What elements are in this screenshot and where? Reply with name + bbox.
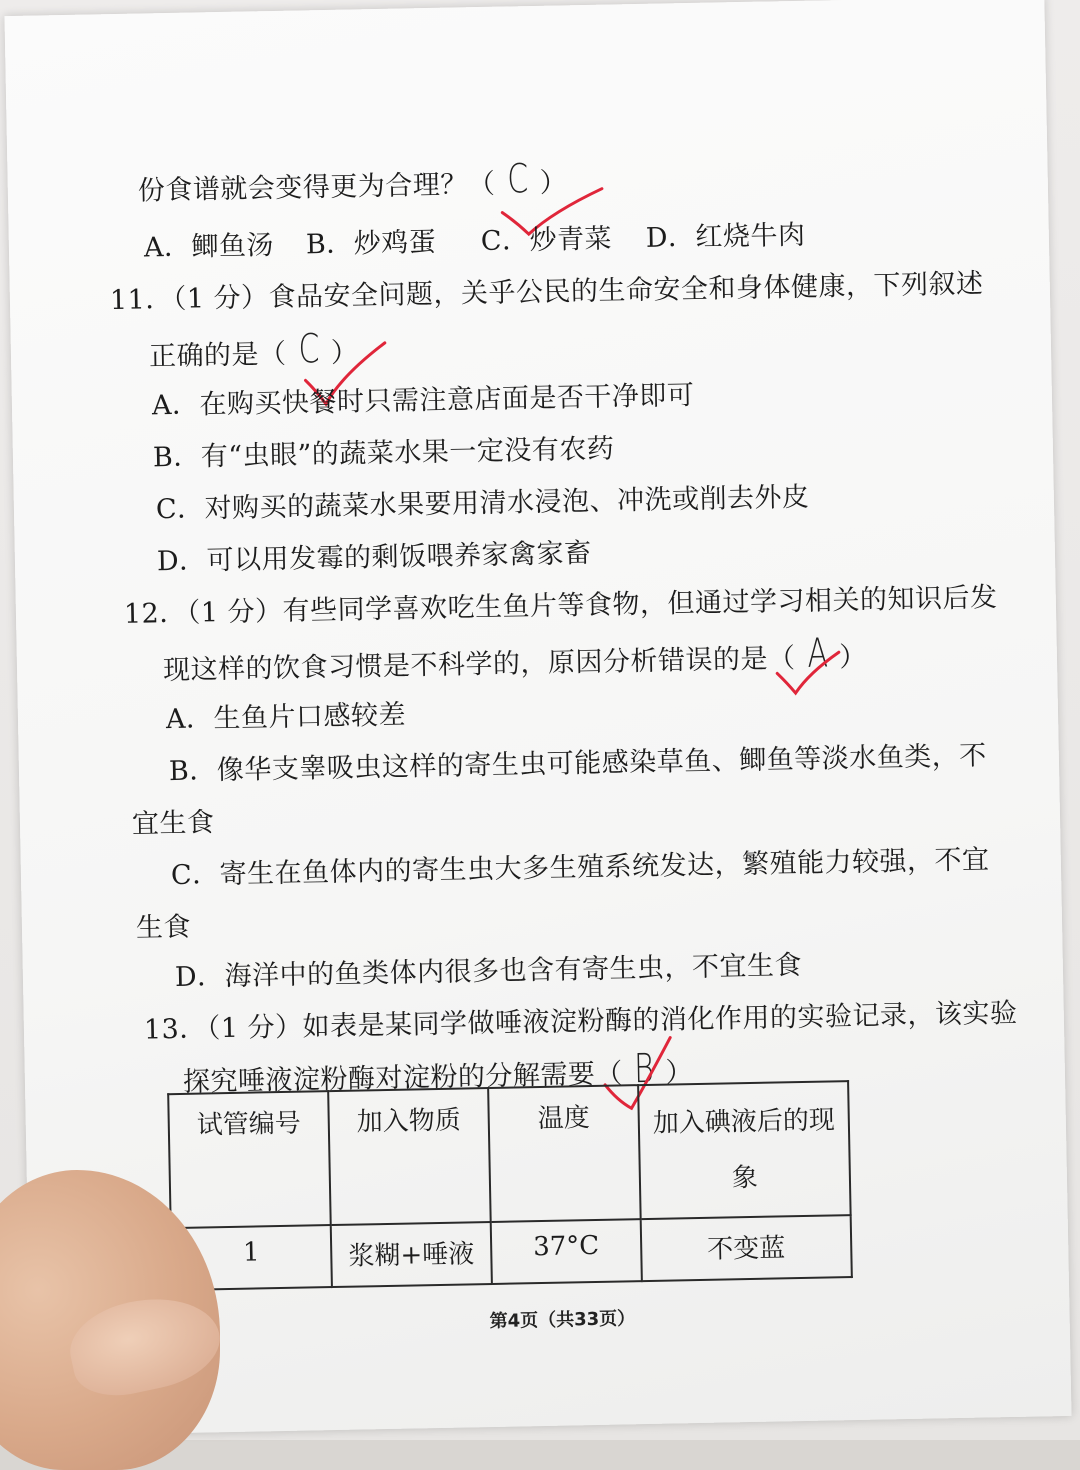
table-row	[171, 1215, 852, 1290]
q11-option-d: D．可以用发霉的剩饭喂养家禽家畜	[156, 537, 592, 578]
table-header-cell: 加入物质	[328, 1088, 491, 1225]
q12-answer: A	[806, 630, 829, 677]
q12-stem-line1: 12．（1 分）有些同学喜欢吃生鱼片等食物，但通过学习相关的知识后发	[123, 582, 998, 630]
table-cell: 浆糊+唾液	[331, 1222, 492, 1287]
q11-option-a: A．在购买快餐时只需注意店面是否干净即可	[151, 379, 695, 422]
table-cell: 37°C	[491, 1219, 642, 1284]
table-header-cell: 试管编号	[168, 1091, 331, 1228]
q10-answer: C	[506, 156, 529, 203]
q13-stem-line1: 13．（1 分）如表是某同学做唾液淀粉酶的消化作用的实验记录，该实验	[143, 997, 1018, 1046]
q10-stem: 份食谱就会变得更为合理？（ C ）	[137, 156, 568, 207]
q10-options	[144, 213, 806, 265]
q12-option-c: C．寄生在鱼体内的寄生虫大多生殖系统发达，繁殖能力较强，不宜	[170, 844, 990, 892]
q11-stem-line1: 11．（1 分）食品安全问题，关乎公民的生命安全和身体健康，下列叙述	[109, 268, 984, 317]
table-cell: 不变蓝	[641, 1215, 852, 1281]
q12-option-b: B．像华支睾吸虫这样的寄生虫可能感染草鱼、鲫鱼等淡水鱼类，不	[168, 740, 987, 788]
q11-option-b: B．有“虫眼”的蔬菜水果一定没有农药	[152, 433, 615, 474]
q12-option-a: A．生鱼片口感较差	[165, 699, 407, 736]
q13-answer: B	[633, 1045, 655, 1093]
q10-option-a: A．鲫鱼汤	[143, 229, 275, 264]
q11-option-c: C．对购买的蔬菜水果要用清水浸泡、冲洗或削去外皮	[155, 481, 810, 526]
table-header-cell: 加入碘液后的现象	[638, 1081, 851, 1219]
table-cell: 1	[171, 1225, 332, 1290]
q11-answer: C	[297, 326, 320, 373]
q10-option-c: C．炒青菜	[480, 223, 613, 258]
q12-option-b-cont: 宜生食	[131, 807, 215, 840]
table-header-cell: 温度	[488, 1085, 641, 1222]
q12-check-mark	[773, 648, 844, 699]
page-footer: 第4页（共33页）	[489, 1308, 636, 1333]
q12-stem-line2: 现这样的饮食习惯是不科学的，原因分析错误的是（ A ）	[162, 630, 868, 687]
q12-option-c-cont: 生食	[135, 911, 192, 944]
q11-stem-line2: 正确的是（ C ）	[148, 326, 359, 373]
experiment-table	[167, 1080, 853, 1291]
table-header-row	[168, 1081, 850, 1228]
q13-stem-line2: 探究唾液淀粉酶对淀粉的分解需要（ B ）	[182, 1045, 694, 1098]
q10-option-d: D．红烧牛肉	[645, 219, 806, 254]
q12-option-d: D．海洋中的鱼类体内很多也含有寄生虫，不宜生食	[174, 949, 803, 994]
q10-option-b: B．炒鸡蛋	[305, 226, 437, 261]
